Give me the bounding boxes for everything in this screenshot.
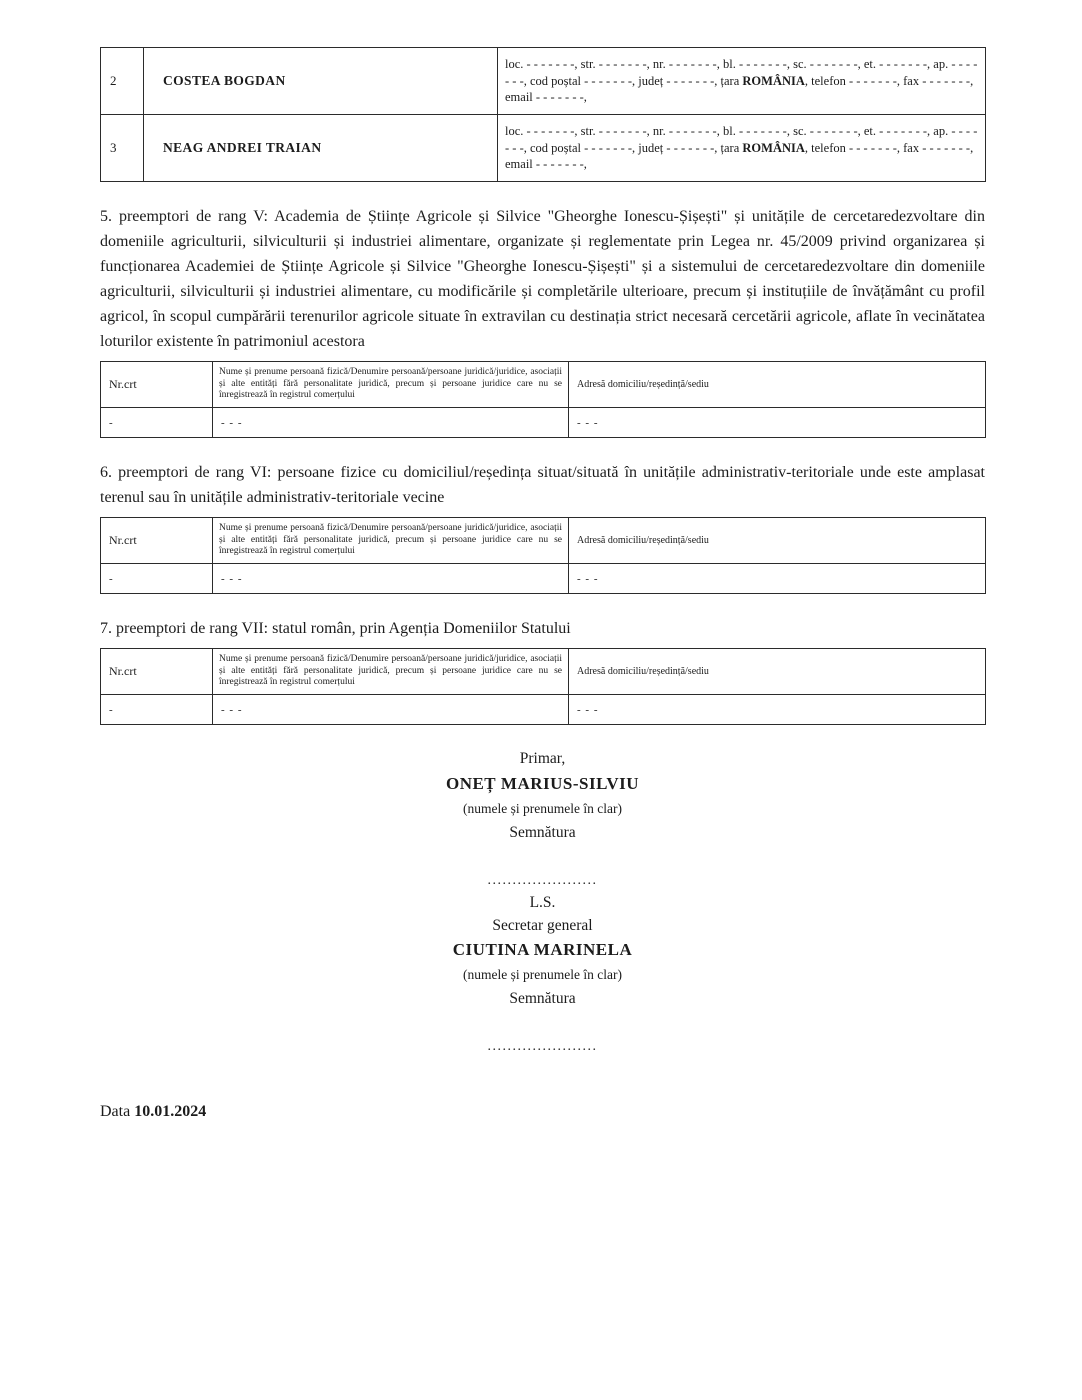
signature-label: Semnătura xyxy=(509,824,576,841)
paragraph-rank-v: 5. preemptori de rang V: Academia de Științe Agricole și Silvice "Gheorghe Ionescu-Șișești" și unitățile de cercetaredezvoltare din domeniile agriculturii, silviculturii și industriei alimentare, organizate și reglementate prin Legea nr. 45/2009 privind organizarea și funcționarea Academiei de Științe Agricole și Silvice "Gheorghe Ionescu-Șișești" și a sistemului de cercetaredezvoltare din domeniile agriculturii, silviculturii și industriei alimentare, cu modificările și completările ulterioare, precum și instituțiile de învățământ cu profil agricol, în scopul cumpărării terenurilor agricole situate în extravilan cu destinația strict necesară cercetării agricole, aflate în vecinătatea loturilor existente în patrimoniul acestora xyxy=(100,208,985,350)
signature-label: Semnătura xyxy=(509,990,576,1007)
header-nr-crt: Nr.crt xyxy=(101,649,213,695)
preemptor-table-rank-vii xyxy=(100,648,986,725)
table-row xyxy=(101,48,986,115)
signature-dotted-line: ...................... xyxy=(487,1039,598,1054)
person-name-cell: COSTEA BOGDAN xyxy=(144,48,498,115)
signature-block xyxy=(100,747,985,1057)
mayor-title: Primar, xyxy=(519,750,566,767)
empty-address-cell: - - - xyxy=(569,695,986,725)
empty-nr-cell: - xyxy=(101,695,213,725)
paragraph-rank-vii: 7. preemptori de rang VII: statul român, prin Agenția Domeniilor Statului xyxy=(100,620,571,637)
empty-name-cell: - - - xyxy=(213,408,569,438)
date-label: Data xyxy=(100,1103,131,1120)
address-text: loc. - - - - - - -, str. - - - - - - -, nr. - - - - - - -, bl. - - - - - - -, sc. - - - - - - -, et. - - - - - - -, ap. - - - - - - -, cod poștal - - - - - - -, județ - - - - - - -, țara xyxy=(505,124,978,155)
address-text: , telefon - - - - - - -, fax - - - - - - -, email - - - - - - -, xyxy=(505,140,974,172)
ls-label: L.S. xyxy=(529,894,556,911)
header-address: Adresă domiciliu/reședință/sediu xyxy=(569,649,986,695)
secretary-name: CIUTINA MARINELA xyxy=(452,940,633,959)
country-name: ROMÂNIA xyxy=(742,73,805,88)
table-row xyxy=(101,408,986,438)
header-address: Adresă domiciliu/reședință/sediu xyxy=(569,362,986,408)
table-header-row xyxy=(101,649,986,695)
empty-name-cell: - - - xyxy=(213,695,569,725)
empty-name-cell: - - - xyxy=(213,564,569,594)
table-row xyxy=(101,564,986,594)
table-row xyxy=(101,695,986,725)
empty-nr-cell: - xyxy=(101,408,213,438)
empty-address-cell: - - - xyxy=(569,564,986,594)
registry-table xyxy=(100,47,986,182)
empty-address-cell: - - - xyxy=(569,408,986,438)
table-row xyxy=(101,115,986,182)
header-nr-crt: Nr.crt xyxy=(101,518,213,564)
preemptor-table-rank-vi xyxy=(100,517,986,594)
row-number-cell: 2 xyxy=(101,48,144,115)
secretary-title: Secretar general xyxy=(492,917,593,934)
empty-nr-cell: - xyxy=(101,564,213,594)
header-nr-crt: Nr.crt xyxy=(101,362,213,408)
table-header-row xyxy=(101,362,986,408)
header-name: Nume și prenume persoană fizică/Denumire persoană/persoane juridică/juridice, asociații și alte entități fără personalitate juridică, precum și persoane juridice care nu se înregistrează în registrul comerțului xyxy=(213,518,569,564)
header-address: Adresă domiciliu/reședință/sediu xyxy=(569,518,986,564)
header-name: Nume și prenume persoană fizică/Denumire persoană/persoane juridică/juridice, asociații și alte entități fără personalitate juridică, precum și persoane juridice care nu se înregistrează în registrul comerțului xyxy=(213,362,569,408)
country-name: ROMÂNIA xyxy=(742,140,805,155)
address-cell xyxy=(498,48,986,115)
person-name-cell: NEAG ANDREI TRAIAN xyxy=(144,115,498,182)
mayor-name: ONEȚ MARIUS-SILVIU xyxy=(445,774,640,793)
signature-dotted-line: ...................... xyxy=(487,873,598,888)
address-text: , telefon - - - - - - -, fax - - - - - - -, email - - - - - - -, xyxy=(505,73,974,105)
preemptor-table-rank-v xyxy=(100,361,986,438)
date-line xyxy=(100,1103,985,1121)
row-number-cell: 3 xyxy=(101,115,144,182)
name-note: (numele și prenumele în clar) xyxy=(463,967,622,982)
header-name: Nume și prenume persoană fizică/Denumire persoană/persoane juridică/juridice, asociații și alte entități fără personalitate juridică, precum și persoane juridice care nu se înregistrează în registrul comerțului xyxy=(213,649,569,695)
name-note: (numele și prenumele în clar) xyxy=(463,801,622,816)
date-value: 10.01.2024 xyxy=(134,1103,207,1120)
paragraph-rank-vi: 6. preemptori de rang VI: persoane fizice cu domiciliul/reședința situat/situată în unitățile administrativ-teritoriale unde este amplasat terenul sau în unitățile administrativ-teritoriale vecine xyxy=(100,464,985,506)
table-header-row xyxy=(101,518,986,564)
address-text: loc. - - - - - - -, str. - - - - - - -, nr. - - - - - - -, bl. - - - - - - -, sc. - - - - - - -, et. - - - - - - -, ap. - - - - - - -, cod poștal - - - - - - -, județ - - - - - - -, țara xyxy=(505,57,978,88)
address-cell xyxy=(498,115,986,182)
